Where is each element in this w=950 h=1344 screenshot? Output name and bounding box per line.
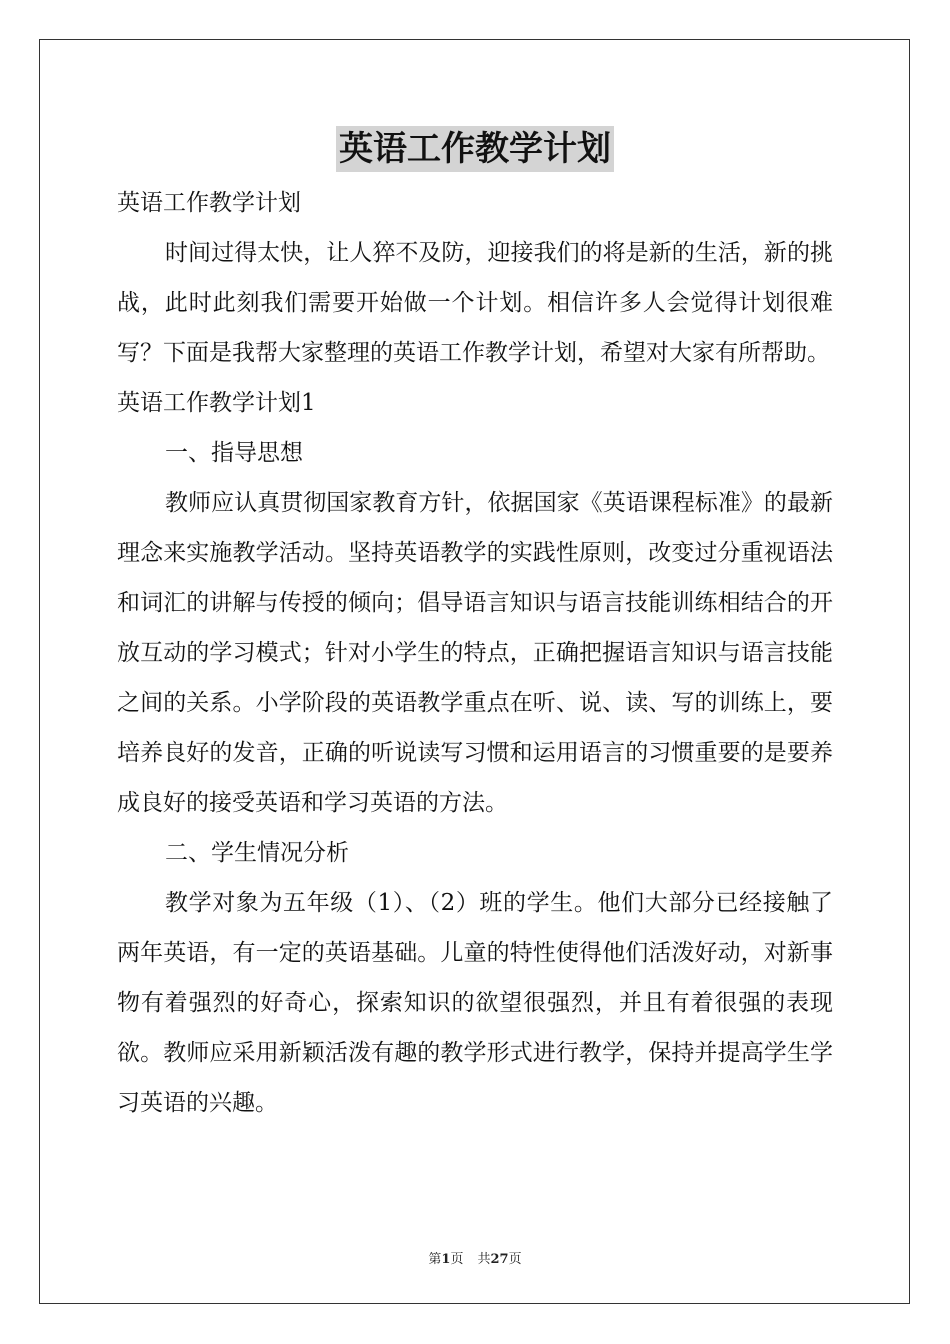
document-body	[117, 178, 833, 1128]
page-suffix: 页	[450, 1252, 464, 1267]
heading-student-analysis: 二、学生情况分析	[165, 840, 349, 866]
subtitle-paragraph: 英语工作教学计划	[117, 190, 301, 216]
page-number: 1	[441, 1252, 451, 1267]
body-paragraph: 教学对象为五年级（1）、（2）班的学生。他们大部分已经接触了两年英语，有一定的英语基础。儿童的特性使得他们活泼好动，对新事物有着强烈的好奇心，探索知识的欲望很强烈，并且有着很强的表现欲。教师应采用新颖活泼有趣的教学形式进行教学，保持并提高学生学习英语的兴趣。	[117, 890, 833, 1116]
document-title: 英语工作教学计划	[336, 126, 614, 172]
section-heading-plan-1: 英语工作教学计划1	[117, 390, 316, 416]
intro-paragraph: 时间过得太快，让人猝不及防，迎接我们的将是新的生活，新的挑战，此时此刻我们需要开始做一个计划。相信许多人会觉得计划很难写？下面是我帮大家整理的英语工作教学计划，希望对大家有所帮助。	[117, 240, 833, 366]
total-prefix: 共	[477, 1252, 491, 1267]
page-prefix: 第	[428, 1252, 442, 1267]
total-suffix: 页	[508, 1252, 522, 1267]
page-footer	[0, 1248, 950, 1267]
title-container	[0, 126, 950, 172]
heading-guiding-thought: 一、指导思想	[165, 440, 303, 466]
body-paragraph: 教师应认真贯彻国家教育方针，依据国家《英语课程标准》的最新理念来实施教学活动。坚持英语教学的实践性原则，改变过分重视语法和词汇的讲解与传授的倾向；倡导语言知识与语言技能训练相结合的开放互动的学习模式；针对小学生的特点，正确把握语言知识与语言技能之间的关系。小学阶段的英语教学重点在听、说、读、写的训练上，要培养良好的发音，正确的听说读写习惯和运用语言的习惯重要的是要养成良好的接受英语和学习英语的方法。	[117, 490, 833, 816]
total-pages: 27	[490, 1252, 509, 1267]
